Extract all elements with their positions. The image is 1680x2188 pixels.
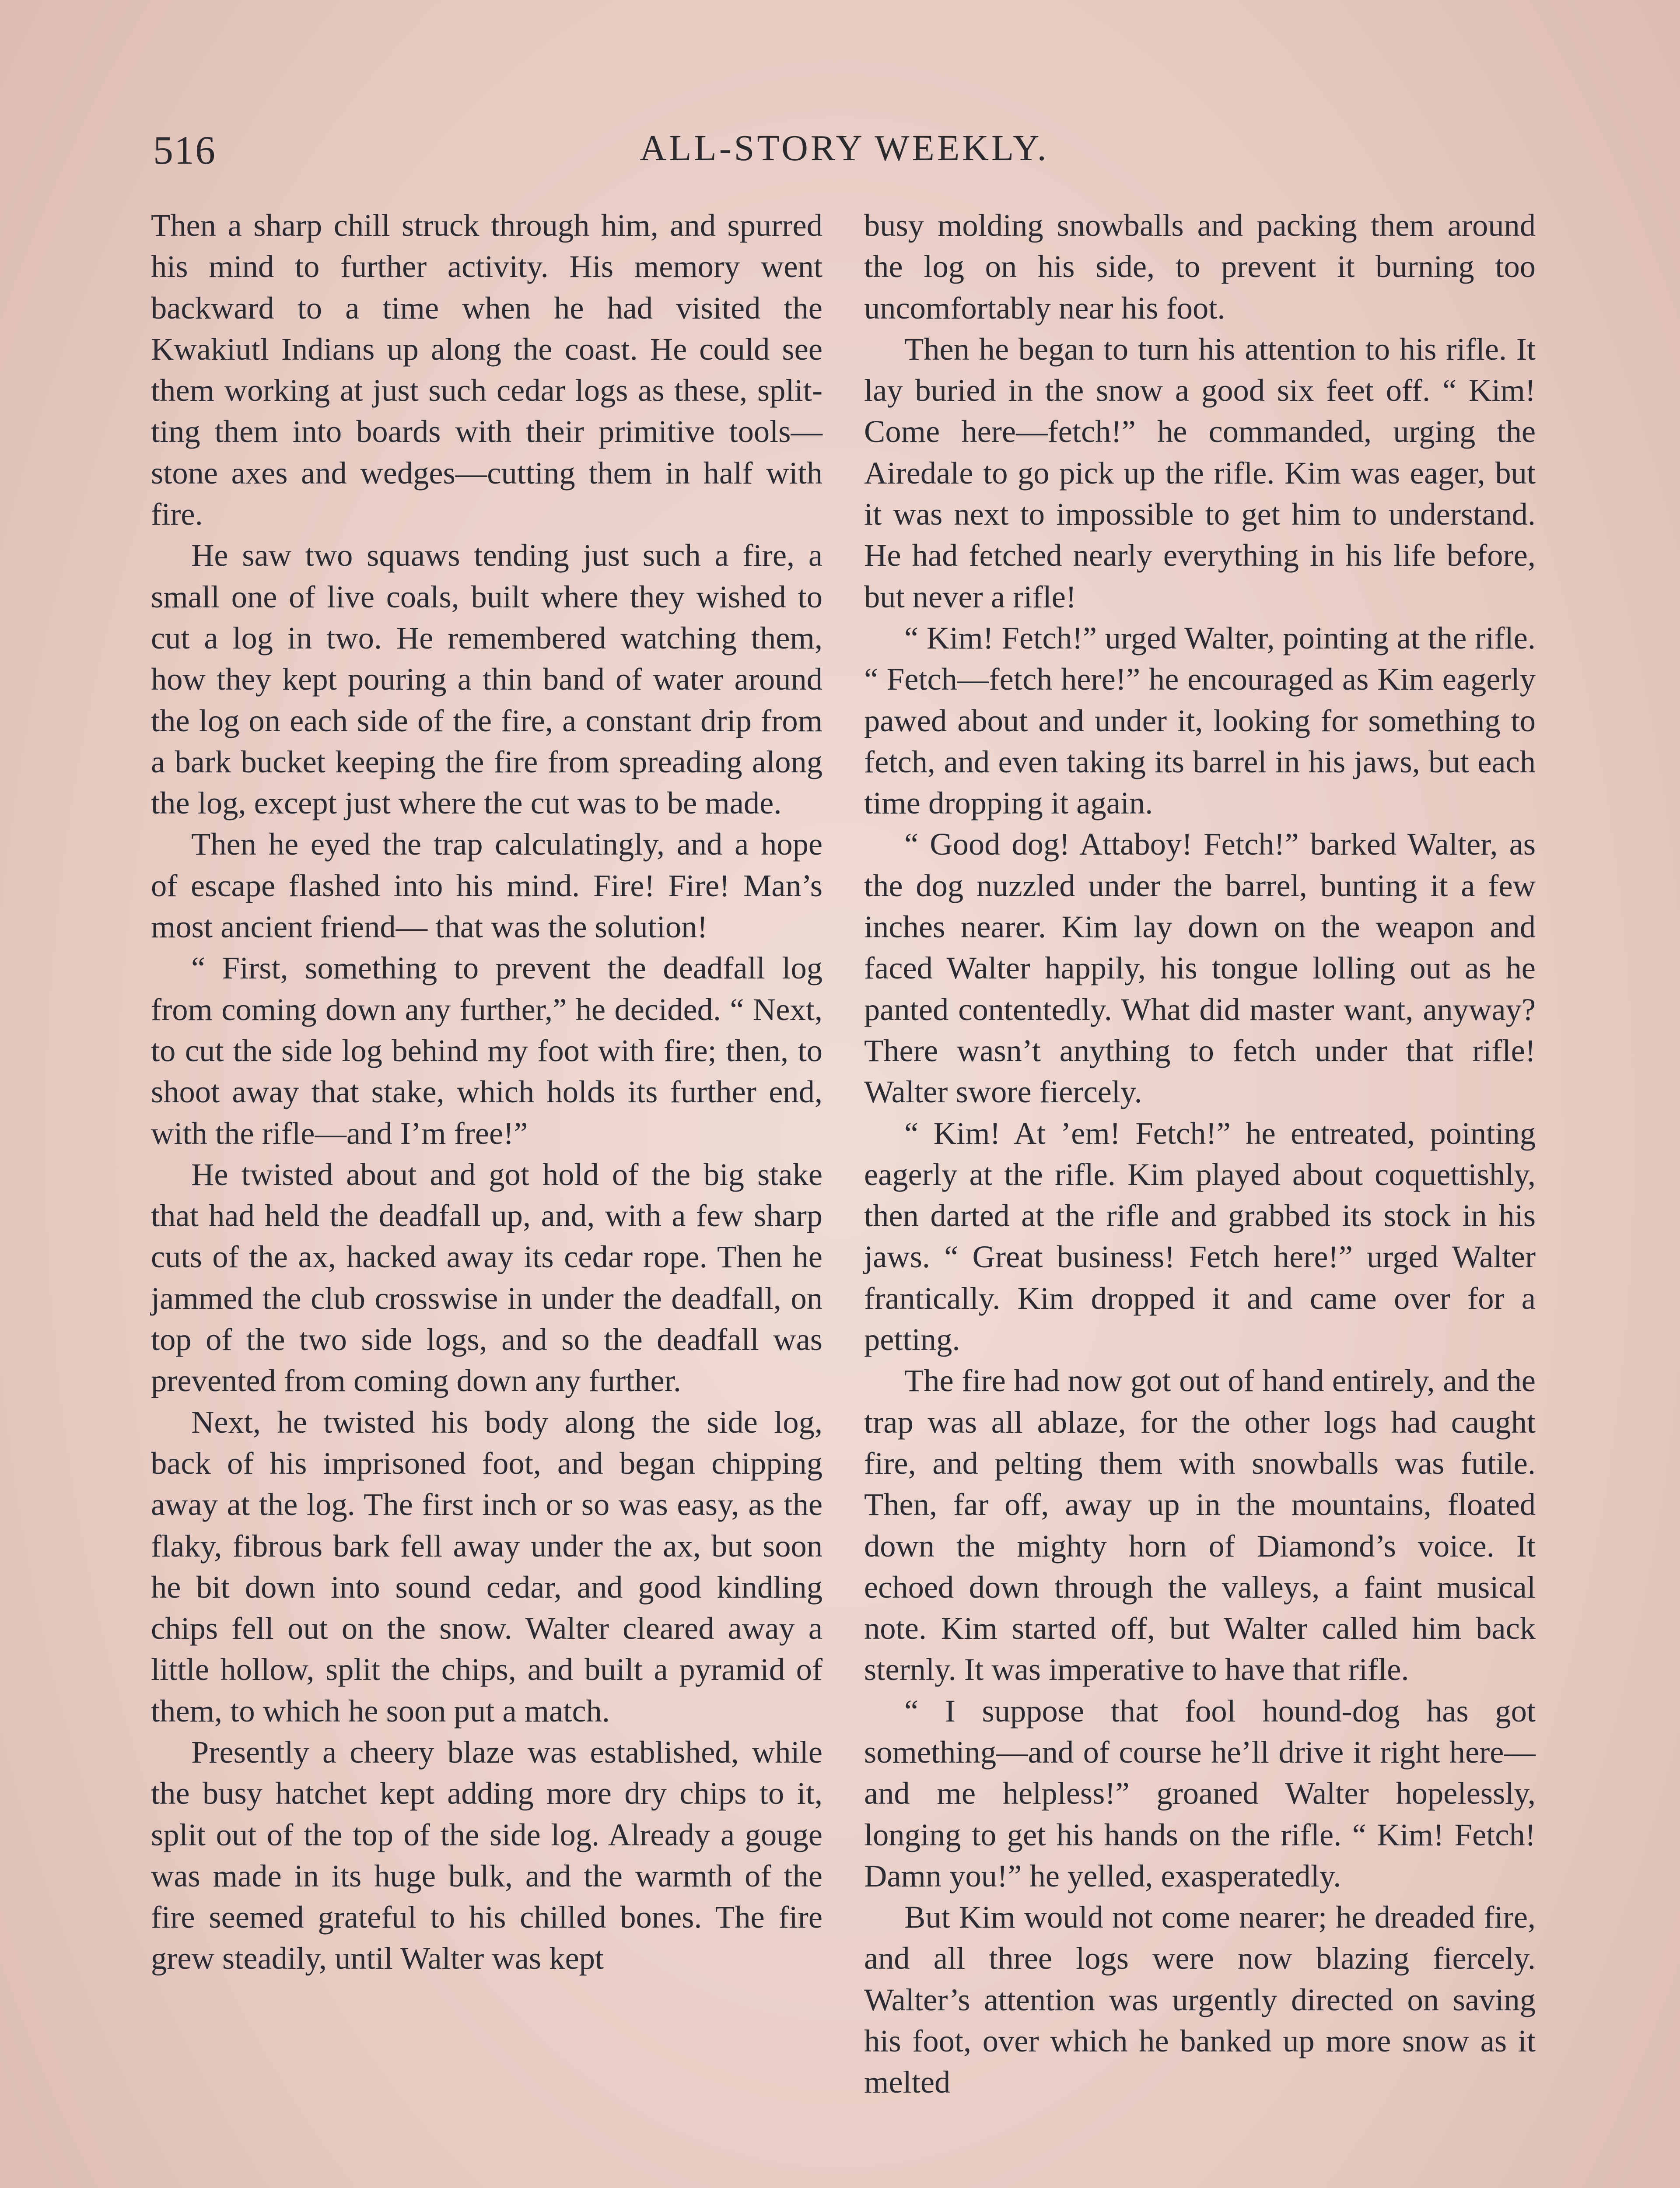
paragraph: “ First, something to prevent the deadfall log from coming down any further,” he decided. “ Next, to cut the side log behind my foot with fire; then, to shoot away that stake, which holds its further end, with the rifle—and I’m free!”	[151, 950, 822, 1151]
page-number: 516	[153, 128, 216, 172]
paragraph: Presently a cheery blaze was established, while the busy hatchet kept adding more dry chips to it, split out of the top of the side log. Already a gouge was made in its huge bulk, and the warmth of the fire seemed grateful to his chilled bones. The fire grew steadily, until Walter was kept	[151, 1734, 822, 1976]
paragraph: Next, he twisted his body along the side log, back of his imprisoned foot, and began chipping away at the log. The first inch or so was easy, as the flaky, fibrous bark fell away under the ax, but soon he bit down into sound cedar, and good kindling chips fell out on the snow. Walter cleared away a little hollow, split the chips, and built a pyramid of them, to which he soon put a match.	[151, 1404, 822, 1729]
paragraph: Then he eyed the trap calculatingly, and a hope of escape flashed into his mind. Fire! Fire! Man’s most ancient friend— that was the solution!	[151, 826, 822, 945]
page-header	[153, 127, 1536, 179]
paragraph: Then he began to turn his attention to his rifle. It lay buried in the snow a good six feet off. “ Kim! Come here—fetch!” he commanded, urging the Airedale to go pick up the rifle. Kim was eager, but it was next to impossible to get him to understand. He had fetched nearly everything in his life before, but never a rifle!	[864, 331, 1536, 614]
paragraph: Then a sharp chill struck through him, and spurred his mind to further activity. His memory went backward to a time when he had visited the Kwakiutl Indians up along the coast. He could see them working at just such cedar logs as these, splitting them into boards with their primitive tools—stone axes and wedges—cutting them in half with fire.	[151, 207, 822, 532]
paragraph: “ Kim! At ’em! Fetch!” he entreated, pointing eagerly at the rifle. Kim played about coquettishly, then darted at the rifle and grabbed its stock in his jaws. “ Great business! Fetch here!” urged Walter frantically. Kim dropped it and came over for a petting.	[864, 1115, 1536, 1357]
left-text-column	[151, 205, 822, 1979]
paragraph: “ Kim! Fetch!” urged Walter, pointing at the rifle. “ Fetch—fetch here!” he encouraged as Kim eagerly pawed about and under it, looking for something to fetch, and even taking its barrel in his jaws, but each time dropping it again.	[864, 620, 1536, 821]
paragraph: He saw two squaws tending just such a fire, a small one of live coals, built where they wished to cut a log in two. He remembered watching them, how they kept pouring a thin band of water around the log on each side of the fire, a constant drip from a bark bucket keeping the fire from spreading along the log, except just where the cut was to be made.	[151, 537, 822, 821]
right-text-column	[864, 205, 1536, 2103]
running-title: ALL-STORY WEEKLY.	[640, 128, 1049, 168]
paragraph: He twisted about and got hold of the big stake that had held the deadfall up, and, with a few sharp cuts of the ax, hacked away its cedar rope. Then he jammed the club crosswise in under the deadfall, on top of the two side logs, and so the deadfall was prevented from coming down any further.	[151, 1156, 822, 1399]
paragraph: “ I suppose that fool hound-dog has got something—and of course he’ll drive it right here—and me helpless!” groaned Walter hopelessly, longing to get his hands on the rifle. “ Kim! Fetch! Damn you!” he yelled, exasperatedly.	[864, 1693, 1536, 1893]
paragraph: busy molding snowballs and packing them around the log on his side, to prevent it burning too uncomfortably near his foot.	[864, 207, 1536, 326]
paragraph: The fire had now got out of hand entirely, and the trap was all ablaze, for the other logs had caught fire, and pelting them with snowballs was futile. Then, far off, away up in the mountains, floated down the mighty horn of Diamond’s voice. It echoed down through the valleys, a faint musical note. Kim started off, but Walter called him back sternly. It was imperative to have that rifle.	[864, 1363, 1536, 1687]
paragraph: But Kim would not come nearer; he dreaded fire, and all three logs were now blazing fiercely. Walter’s attention was urgently directed on saving his foot, over which he banked up more snow as it melted	[864, 1899, 1536, 2100]
paragraph: “ Good dog! Attaboy! Fetch!” barked Walter, as the dog nuzzled under the barrel, bunting it a few inches nearer. Kim lay down on the weapon and faced Walter happily, his tongue lolling out as he panted contentedly. What did master want, anyway? There wasn’t anything to fetch under that rifle! Walter swore fiercely.	[864, 826, 1536, 1110]
